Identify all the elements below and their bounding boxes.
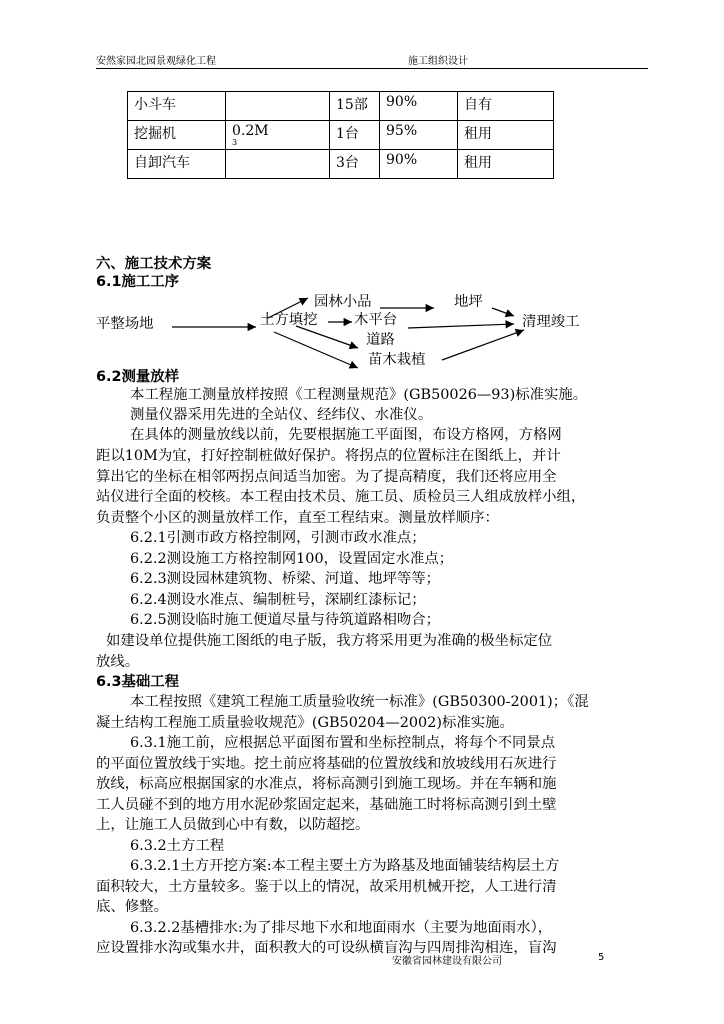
cell-rate: 95% [380,121,458,150]
paragraph-line: 凝土结构工程施工质量验收规范》(GB50204—2002)标准实施。 [96,715,514,731]
paragraph-line: 底、修整。 [96,899,168,915]
table-row [128,92,554,121]
flow-node-completion: 清理竣工 [522,314,580,330]
cell-spec [226,92,330,121]
page-number: 5 [598,952,605,963]
cell-name: 挖掘机 [128,121,226,150]
cell-qty: 3台 [330,150,380,179]
paragraph-line: 的平面位置放线于实地。挖土前应将基础的位置放线和放坡线用石灰进行 [96,756,557,772]
section-6-title: 六、施工技术方案 [96,256,212,272]
list-item: 6.2.5测设临时施工便道尽量与待筑道路相吻合； [130,612,441,628]
subsection-title: 6.3.2土方工程 [130,838,225,854]
cell-source: 租用 [458,150,554,179]
cell-qty: 15部 [330,92,380,121]
cell-rate: 90% [380,92,458,121]
cell-name: 自卸汽车 [128,150,226,179]
cell-spec [226,150,330,179]
cell-source: 租用 [458,121,554,150]
paragraph-line: 放线。 [96,654,140,670]
cell-spec-sup: 3 [232,138,238,147]
flow-node-earthwork: 土方填挖 [260,312,318,328]
section-6-3-title: 6.3基础工程 [96,674,180,690]
cell-source: 自有 [458,92,554,121]
paragraph-line: 6.3.2.1土方开挖方案:本工程主要土方为路基及地面铺装结构层土方 [130,858,560,874]
cell-name: 小斗车 [128,92,226,121]
section-6-1-title: 6.1施工工序 [96,274,180,290]
paragraph-line: 本工程按照《建筑工程施工质量验收统一标准》(GB50300-2001)；《混 [130,694,589,710]
cell-rate: 90% [380,150,458,179]
equipment-table [127,91,554,179]
flow-node-level-site: 平整场地 [96,316,154,332]
flow-node-garden-features: 园林小品 [314,294,372,310]
table-row [128,150,554,179]
footer-company: 安徽省园林建设有限公司 [392,956,502,967]
paragraph-line: 工人员碰不到的地方用水泥砂浆固定起来，基础施工时将标高测引到土壁 [96,797,557,813]
flow-node-planting: 苗木栽植 [368,352,426,368]
list-item: 6.2.4测设水准点、编制桩号，深刷红漆标记； [130,592,426,608]
paragraph-line: 6.3.2.2基槽排水:为了排尽地下水和地面雨水（主要为地面雨水）， [130,920,553,936]
header-doc-title: 施工组织设计 [408,56,468,67]
cell-spec: 0.2M 3 [226,121,330,150]
process-flow-diagram [96,286,656,370]
list-item: 6.2.1引测市政方格控制网，引测市政水准点； [130,530,426,546]
paragraph-line: 距以10M为宜，打好控制桩做好保护。将拐点的位置标注在图纸上，并计 [96,448,561,464]
paragraph-line: 应设置排水沟或集水井，面积教大的可设纵横盲沟与四周排沟相连，盲沟 [96,940,557,956]
flow-node-floor: 地坪 [454,294,483,310]
list-item: 6.2.3测设园林建筑物、桥梁、河道、地坪等等； [130,571,441,587]
cell-qty: 1台 [330,121,380,150]
paragraph-line: 站仪进行全面的校核。本工程由技术员、施工员、质检员三人组成放样小组， [96,489,586,505]
paragraph-line: 负责整个小区的测量放样工作，直至工程结束。测量放样顺序： [96,510,499,526]
paragraph-line: 6.3.1施工前，应根据总平面图布置和坐标控制点，将每个不同景点 [130,735,556,751]
header-project: 安然家园北园景观绿化工程 [96,56,216,67]
paragraph-line: 放线，标高应根据国家的水准点，将标高测引到施工现场。并在车辆和施 [96,776,557,792]
table-row [128,121,554,150]
paragraph-line: 算出它的坐标在相邻两拐点间适当加密。为了提高精度，我们还将应用全 [96,469,557,485]
flow-node-road: 道路 [366,332,395,348]
paragraph-line: 面积较大，土方量较多。鉴于以上的情况，故采用机械开挖，人工进行清 [96,879,557,895]
flow-node-wood-platform: 木平台 [354,312,398,328]
list-item: 6.2.2测设施工方格控制网100，设置固定水准点； [130,551,454,567]
paragraph-line: 如建设单位提供施工图纸的电子版，我方将采用更为准确的极坐标定位 [106,633,553,649]
paragraph-line: 在具体的测量放线以前，先要根据施工平面图，布设方格网，方格网 [130,427,562,443]
paragraph-line: 测量仪器采用先进的全站仪、经纬仪、水准仪。 [130,407,433,423]
paragraph-line: 上，让施工人员做到心中有数，以防超挖。 [96,817,370,833]
paragraph-line: 本工程施工测量放样按照《工程测量规范》(GB50026—93)标准实施。 [130,387,588,403]
section-6-2-title: 6.2测量放样 [96,369,180,385]
header-rule [96,68,648,69]
